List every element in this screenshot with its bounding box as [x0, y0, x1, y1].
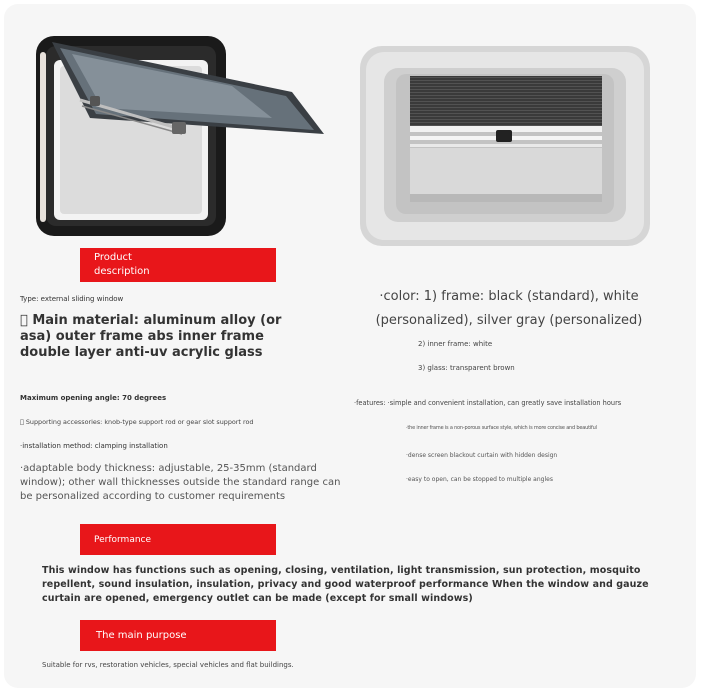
glass-text: 3) glass: transparent brown: [418, 364, 515, 372]
feature-inner-frame-text: ·the inner frame is a non-porous surface style, which is more concise and beautiful: [406, 425, 597, 431]
inner-frame-window-image: [356, 44, 656, 249]
accessories-text:   Supporting accessories: knob-type support rod or gear slot support rod: [20, 418, 254, 426]
installation-text: ·installation method: clamping installation: [20, 442, 168, 450]
main-purpose-title: The main purpose: [96, 630, 187, 641]
material-text:   Main material: aluminum alloy (or asa) outer frame abs inner frame double layer anti-uv acrylic glass: [20, 313, 282, 360]
features-text: ·features: ·simple and convenient installation, can greatly save installation hours: [354, 399, 622, 407]
product-description-title: Product description: [94, 252, 150, 277]
feature-curtain-text: ·dense screen blackout curtain with hidden design: [406, 452, 558, 459]
purpose-text: Suitable for rvs, restoration vehicles, special vehicles and flat buildings.: [42, 661, 294, 669]
color-text: ·color: 1) frame: black (standard), white (personalized), silver gray (personalized): [375, 289, 643, 328]
opened-window-image: [32, 30, 332, 240]
performance-text: This window has functions such as opening, closing, ventilation, light transmission, sun protection, mosquito repellent, sound insulation, insulation, privacy and good waterproof performance When the window and gauze curtain are opened, emergency outlet can be made (except for small windows): [42, 565, 649, 604]
product-description-header: [80, 248, 276, 282]
main-purpose-header: [80, 620, 276, 651]
performance-title: Performance: [94, 535, 152, 545]
inner-frame-text: 2) inner frame: white: [418, 340, 493, 348]
max-angle-text: Maximum opening angle: 70 degrees: [20, 394, 167, 402]
feature-multi-angle-text: ·easy to open, can be stopped to multiple angles: [406, 476, 553, 483]
product-sheet: [4, 4, 696, 688]
performance-header: [80, 524, 276, 555]
type-text: Type: external sliding window: [20, 295, 124, 303]
thickness-text: ·adaptable body thickness: adjustable, 25-35mm (standard window); other wall thicknesses outside the standard range can be personalized according to customer requirements: [20, 463, 341, 502]
